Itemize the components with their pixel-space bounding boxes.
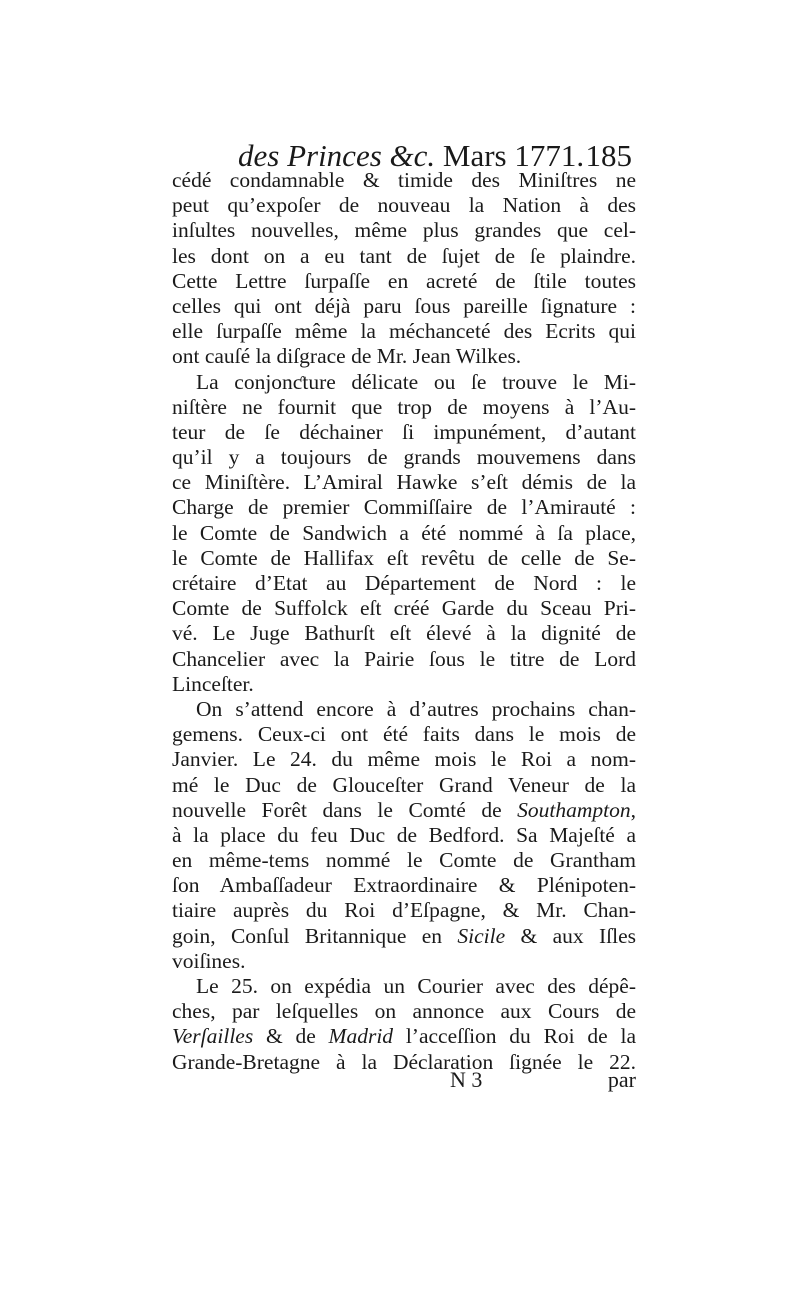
catchword: par xyxy=(607,1067,636,1092)
text-line: les dont on a eu tant de ſujet de ſe plaindre. xyxy=(172,243,636,268)
text-line: gemens. Ceux-ci ont été faits dans le mois de xyxy=(172,722,636,747)
text-line: ont cauſé la diſgrace de Mr. Jean Wilkes. xyxy=(172,344,522,369)
text-line: en même-tems nommé le Comte de Grantham xyxy=(172,848,636,873)
text-line: Verſailles & de Madrid l’acceſſion du Roi de la xyxy=(172,1024,636,1049)
text-line: goin, Conſul Britannique en Sicile & aux Iſles xyxy=(172,923,636,948)
text-line: vé. Le Juge Bathurſt eſt élevé à la dignité de xyxy=(172,621,636,646)
text-line: le Comte de Hallifax eſt revêtu de celle de Se- xyxy=(172,545,636,570)
text-line: crétaire d’Etat au Département de Nord : le xyxy=(172,571,636,595)
text-line: le Comte de Sandwich a été nommé à ſa place, xyxy=(172,520,636,545)
text-line: teur de ſe déchainer ſi impunément, d’autant xyxy=(172,419,636,444)
text-line: à la place du feu Duc de Bedford. Sa Majeſté a xyxy=(172,822,636,847)
text-line: inſultes nouvelles, même plus grandes que cel- xyxy=(172,218,636,243)
text-line: ſon Ambaſſadeur Extraordinaire & Plénipoten- xyxy=(172,873,636,898)
text-line: Charge de premier Commiſſaire de l’Amirauté : xyxy=(172,495,636,520)
text-line: Cette Lettre ſurpaſſe en acreté de ſtile toutes xyxy=(172,268,636,293)
page-number: 185 xyxy=(585,138,632,173)
text-line: elle ſurpaſſe même la méchanceté des Ecrits qui xyxy=(172,319,636,344)
text-line: La conjonƈture délicate ou ſe trouve le Mi- xyxy=(196,369,636,394)
page-footer xyxy=(172,1066,636,1094)
signature-mark: N 3 xyxy=(450,1067,483,1092)
text-line: Comte de Suffolck eſt créé Garde du Sceau Pri- xyxy=(172,596,636,621)
text-line: mé le Duc de Glouceſter Grand Veneur de la xyxy=(172,772,636,797)
body-text xyxy=(172,168,636,1075)
text-line: nouvelle Forêt dans le Comté de Southampton, xyxy=(172,797,636,822)
text-line: Chancelier avec la Pairie ſous le titre de Lord xyxy=(172,646,636,671)
text-line: tiaire auprès du Roi d’Eſpagne, & Mr. Chan- xyxy=(172,898,636,923)
header-date: Mars 1771. xyxy=(442,138,585,173)
text-line: Janvier. Le 24. du même mois le Roi a nom- xyxy=(172,747,636,772)
text-line: cédé condamnable & timide des Miniſtres ne xyxy=(172,168,636,192)
running-title: des Princes &c. xyxy=(238,138,436,173)
text-line: Le 25. on expédia un Courier avec des dépê- xyxy=(196,974,636,998)
text-line: Linceſter. xyxy=(172,671,254,696)
text-line: celles qui ont déjà paru ſous pareille ſignature : xyxy=(172,293,636,318)
text-line: niſtère ne fournit que trop de moyens à l’Au- xyxy=(172,394,636,419)
text-line: peut qu’expoſer de nouveau la Nation à des xyxy=(172,193,636,218)
text-line: On s’attend encore à d’autres prochains chan- xyxy=(196,696,636,721)
text-line: ce Miniſtère. L’Amiral Hawke s’eſt démis de la xyxy=(172,470,636,495)
text-line: Grande-Bretagne à la Déclaration ſignée le 22. xyxy=(172,1049,636,1074)
text-line: voiſines. xyxy=(172,948,246,973)
text-line: qu’il y a toujours de grands mouvemens dans xyxy=(172,445,636,470)
text-line: ches, par leſquelles on annonce aux Cours de xyxy=(172,999,636,1024)
